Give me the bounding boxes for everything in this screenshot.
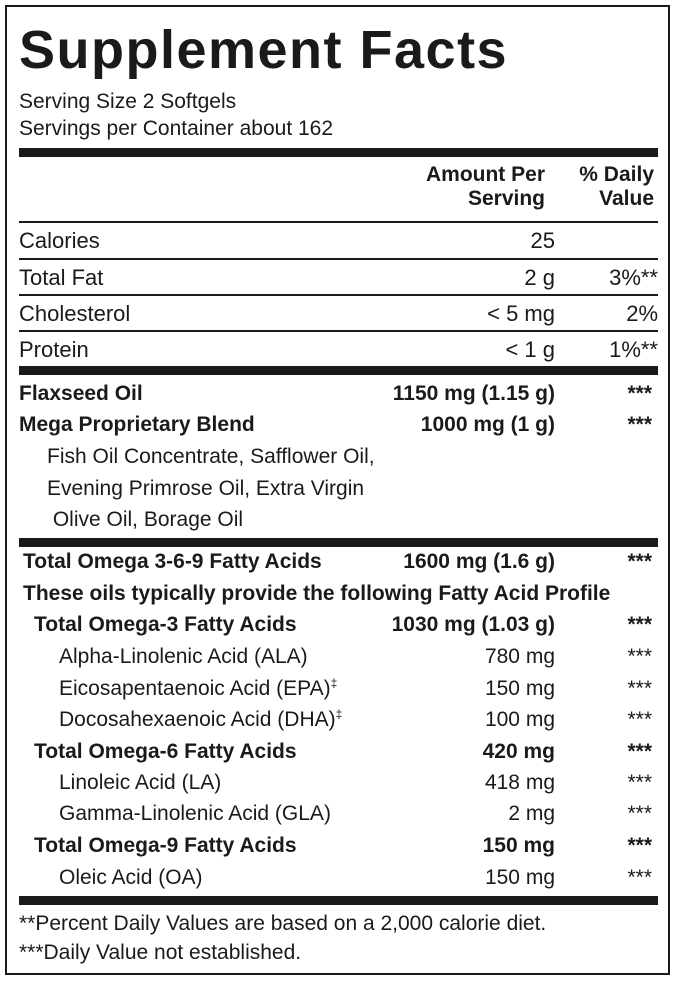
blend-ingredients-line: Fish Oil Concentrate, Safflower Oil, xyxy=(47,445,375,468)
servings-per-container: Servings per Container about 162 xyxy=(19,117,334,140)
profile-note: These oils typically provide the following Fatty Acid Profile xyxy=(23,582,611,605)
fatty-acid-label: Total Omega-9 Fatty Acids xyxy=(34,834,297,857)
fatty-acid-row xyxy=(19,705,658,736)
footnote: **Percent Daily Values are based on a 2,000 calorie diet. xyxy=(19,912,547,935)
nutrient-dv: 2% xyxy=(626,301,658,326)
ingredient-dv: *** xyxy=(627,382,652,405)
fatty-acid-row xyxy=(19,863,658,894)
nutrient-amount: 2 g xyxy=(524,265,555,290)
fatty-acid-dv: *** xyxy=(627,708,652,731)
fatty-acid-dv: *** xyxy=(627,645,652,668)
nutrient-amount: < 1 g xyxy=(505,337,555,362)
nutrient-row xyxy=(19,260,658,296)
nutrient-row xyxy=(19,223,658,259)
fatty-acid-label: Gamma-Linolenic Acid (GLA) xyxy=(59,802,331,825)
ingredient-row xyxy=(19,410,658,441)
omega-total-row xyxy=(19,547,658,578)
fatty-acid-label-group xyxy=(59,706,342,734)
fatty-acid-label: Total Omega-3 Fatty Acids xyxy=(34,613,297,636)
fatty-acid-dv: *** xyxy=(627,866,652,889)
fatty-acid-row xyxy=(19,642,658,673)
fatty-acid-row xyxy=(19,674,658,705)
fatty-acid-dv: *** xyxy=(627,802,652,825)
thick-divider xyxy=(19,366,658,375)
fatty-acid-row xyxy=(19,768,658,799)
fatty-acid-row xyxy=(19,799,658,830)
serving-size: Serving Size 2 Softgels xyxy=(19,90,237,113)
nutrient-dv: 1%** xyxy=(609,337,658,362)
fatty-acid-row xyxy=(19,831,658,862)
fatty-acid-label: Alpha-Linolenic Acid (ALA) xyxy=(59,645,308,668)
fatty-acid-label-group xyxy=(59,675,337,703)
nutrient-label: Protein xyxy=(19,337,89,362)
fatty-acid-amount: 150 mg xyxy=(484,866,555,889)
amount-header-line1: Amount Per xyxy=(425,163,545,186)
fatty-acid-amount: 780 mg xyxy=(484,645,555,668)
fatty-acid-dv: *** xyxy=(627,771,652,794)
fatty-acid-amount: 1030 mg (1.03 g) xyxy=(391,613,555,636)
thick-divider xyxy=(19,148,658,157)
fatty-acid-amount: 100 mg xyxy=(484,708,555,731)
nutrient-label: Cholesterol xyxy=(19,301,131,326)
fatty-acid-dv: *** xyxy=(627,740,652,763)
nutrient-dv: 3%** xyxy=(609,265,658,290)
dv-header-line1: % Daily xyxy=(579,163,654,186)
dv-header-line2: Value xyxy=(599,187,654,210)
supplement-facts-panel xyxy=(5,5,670,975)
profile-note-row xyxy=(19,579,658,610)
fatty-acid-amount: 150 mg xyxy=(482,834,555,857)
amount-header-line2: Serving xyxy=(467,187,545,210)
blend-ingredients-line: Olive Oil, Borage Oil xyxy=(47,508,244,531)
nutrient-label: Total Fat xyxy=(19,265,104,290)
omega-total-label: Total Omega 3-6-9 Fatty Acids xyxy=(23,550,322,573)
fatty-acid-label: Oleic Acid (OA) xyxy=(59,866,203,889)
thick-divider xyxy=(19,896,658,905)
fatty-acid-amount: 2 mg xyxy=(508,802,555,825)
fatty-acid-dv: *** xyxy=(627,677,652,700)
thick-divider xyxy=(19,538,658,547)
nutrient-row xyxy=(19,296,658,332)
ingredient-row xyxy=(19,379,658,410)
blend-ingredients-line: Evening Primrose Oil, Extra Virgin xyxy=(47,477,365,500)
fatty-acid-label: Linoleic Acid (LA) xyxy=(59,771,222,794)
omega-total-amount: 1600 mg (1.6 g) xyxy=(403,550,555,573)
amount-per-serving-header xyxy=(426,163,545,211)
footnote: ***Daily Value not established. xyxy=(19,941,302,964)
nutrient-amount: 25 xyxy=(530,228,555,253)
fatty-acid-dv: *** xyxy=(627,613,652,636)
fatty-acid-amount: 150 mg xyxy=(484,677,555,700)
footnote-mark: ‡ xyxy=(330,676,338,690)
fatty-acid-row xyxy=(19,610,658,641)
daily-value-header xyxy=(579,163,654,211)
panel-title: Supplement Facts xyxy=(19,20,509,80)
nutrient-amount: < 5 mg xyxy=(487,301,555,326)
ingredient-dv: *** xyxy=(627,413,652,436)
omega-total-dv: *** xyxy=(627,550,652,573)
nutrient-row xyxy=(19,332,658,368)
fatty-acid-amount: 418 mg xyxy=(484,771,555,794)
fatty-acid-row xyxy=(19,737,658,768)
fatty-acid-dv: *** xyxy=(627,834,652,857)
ingredient-label: Flaxseed Oil xyxy=(19,382,143,405)
ingredient-label: Mega Proprietary Blend xyxy=(19,413,255,436)
footnote-mark: ‡ xyxy=(335,707,343,721)
fatty-acid-label: Docosahexaenoic Acid (DHA) xyxy=(59,708,336,731)
ingredient-amount: 1150 mg (1.15 g) xyxy=(392,382,555,405)
fatty-acid-label: Total Omega-6 Fatty Acids xyxy=(34,740,297,763)
nutrient-label: Calories xyxy=(19,228,100,253)
ingredient-amount: 1000 mg (1 g) xyxy=(420,413,555,436)
fatty-acid-amount: 420 mg xyxy=(482,740,555,763)
fatty-acid-label: Eicosapentaenoic Acid (EPA) xyxy=(59,677,331,700)
